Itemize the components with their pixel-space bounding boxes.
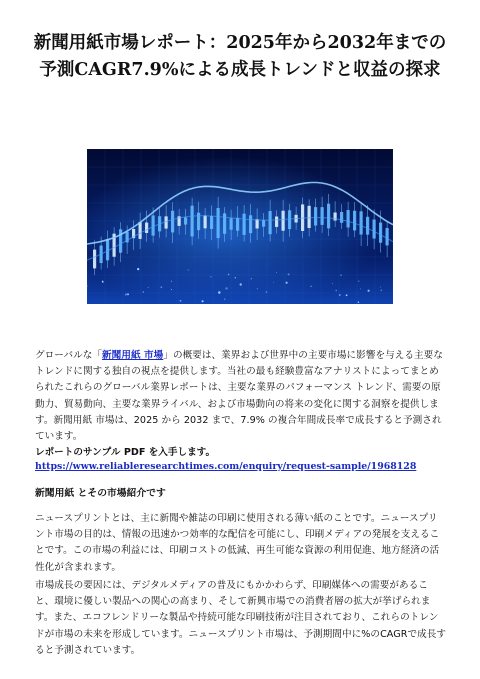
- hero-candle: [262, 220, 265, 227]
- hero-dot: [218, 291, 221, 294]
- hero-dot: [143, 291, 144, 292]
- hero-dot: [225, 287, 227, 289]
- hero-candle: [106, 239, 109, 260]
- hero-candle: [347, 210, 350, 227]
- hero-dot: [160, 286, 162, 288]
- page-title: 新聞用紙市場レポート：2025年から2032年までの予測CAGR7.9%による成長トレンドと収益の探求: [33, 33, 447, 80]
- hero-dot: [266, 291, 268, 293]
- hero-dot: [125, 293, 127, 295]
- hero-dot: [273, 282, 274, 283]
- hero-dot: [335, 290, 337, 292]
- hero-candle: [236, 218, 239, 231]
- hero-dot: [210, 276, 212, 278]
- intro-text-pre: グローバルな「: [35, 350, 103, 361]
- hero-dot: [257, 288, 258, 289]
- hero-candle: [119, 229, 122, 252]
- hero-dot: [148, 287, 149, 288]
- hero-candle: [360, 211, 363, 234]
- hero-dot: [171, 289, 172, 290]
- hero-candle: [321, 207, 324, 225]
- sample-link[interactable]: https://www.reliableresearchtimes.com/enquiry/request-sample/1968128: [35, 461, 417, 472]
- sample-request: [35, 446, 447, 474]
- hero-dot: [339, 294, 341, 296]
- hero-candle: [152, 215, 155, 235]
- hero-candle: [217, 208, 220, 238]
- hero-candle: [204, 215, 207, 228]
- hero-candle: [210, 216, 213, 229]
- hero-candle: [184, 217, 187, 224]
- hero-candle: [288, 210, 291, 229]
- hero-candle: [171, 211, 174, 233]
- hero-dot: [224, 298, 226, 300]
- hero-candle: [223, 213, 226, 233]
- hero-candle: [327, 204, 330, 229]
- hero-dot: [381, 290, 382, 291]
- hero-dot: [358, 280, 359, 281]
- hero-candle: [386, 228, 389, 245]
- hero-dot: [310, 286, 311, 287]
- hero-dot: [367, 290, 369, 292]
- hero-candle: [275, 217, 278, 227]
- market-link[interactable]: 新聞用紙 市場: [102, 350, 164, 361]
- hero-dot: [171, 281, 172, 282]
- hero-dot: [286, 282, 288, 284]
- hero-candle: [139, 222, 142, 239]
- hero-candle: [145, 223, 148, 233]
- hero-candle: [191, 206, 194, 237]
- hero-candle: [366, 217, 369, 235]
- hero-candle: [230, 218, 233, 230]
- hero-candle: [93, 250, 96, 269]
- hero-dot: [188, 270, 189, 271]
- hero-dot: [180, 300, 182, 302]
- hero-candle: [314, 207, 317, 225]
- sample-label: レポートのサンプル PDF を入手します。: [35, 447, 216, 458]
- hero-candle: [308, 206, 311, 228]
- hero-dot: [346, 294, 348, 296]
- hero-dot: [102, 281, 103, 282]
- section-heading: 新聞用紙 とその市場紹介です: [35, 488, 166, 499]
- hero-candle: [282, 211, 285, 231]
- hero-dot: [288, 273, 290, 275]
- hero-dot: [127, 293, 129, 295]
- hero-dot: [380, 287, 381, 288]
- hero-candle: [379, 223, 382, 243]
- intro-text-post: 」の概要は、業界および世界中の主要市場に影響を与える主要なトレンドに関する独自の視点を提供します。当社の最も経験豊富なアナリストによってまとめられたこれらのグローバル業界レポートは、主要な業界のパフォーマンス トレンド、需要の原動力、貿易動向、主要な業界ライバル、および市場動向の将来の変化に関する洞察を提供します。新聞用紙 市場は、2025 から 2032 まで、7.9% の複合年間成長率で成長すると予測されています。: [35, 350, 443, 443]
- hero-dot: [332, 283, 333, 284]
- hero-dot: [251, 278, 252, 279]
- hero-dot: [360, 288, 361, 289]
- hero-candle: [256, 219, 259, 228]
- hero-dot: [340, 274, 341, 275]
- hero-dot: [228, 274, 230, 276]
- hero-candle: [340, 212, 343, 223]
- hero-dot: [240, 283, 242, 285]
- intro-paragraph: [35, 348, 447, 445]
- hero-candle: [353, 211, 356, 231]
- hero-candle: [269, 211, 272, 234]
- hero-candle: [373, 220, 376, 239]
- hero-image: [87, 149, 393, 304]
- hero-candle: [243, 214, 246, 235]
- hero-dot: [358, 301, 359, 302]
- hero-dot: [235, 277, 237, 279]
- hero-candle: [249, 215, 252, 233]
- growth-paragraph: 市場成長の要因には、デジタルメディアの普及にもかかわらず、印刷媒体への需要があること、環境に優しい製品への関心の高まり、そして新興市場での消費者層の拡大が挙げられます。また、エコフレンドリーな製品や持続可能な印刷技術が注目されており、これらのトレンドが市場の未来を形成しています。ニュースプリント市場は、予測期間中に%のCAGRで成長すると予測されています。: [35, 580, 447, 656]
- description-paragraph: ニュースプリントとは、主に新聞や雑誌の印刷に使用される薄い紙のことです。ニュースプリント市場の目的は、情報の迅速かつ効率的な配信を可能にし、印刷メディアの発展を支えることです。この市場の利益には、印刷コストの低減、再生可能な資源の利用促進、地方経済の活性化が含まれます。: [35, 513, 440, 573]
- hero-dot: [202, 300, 204, 302]
- hero-dot: [276, 272, 277, 273]
- hero-dot: [137, 268, 139, 270]
